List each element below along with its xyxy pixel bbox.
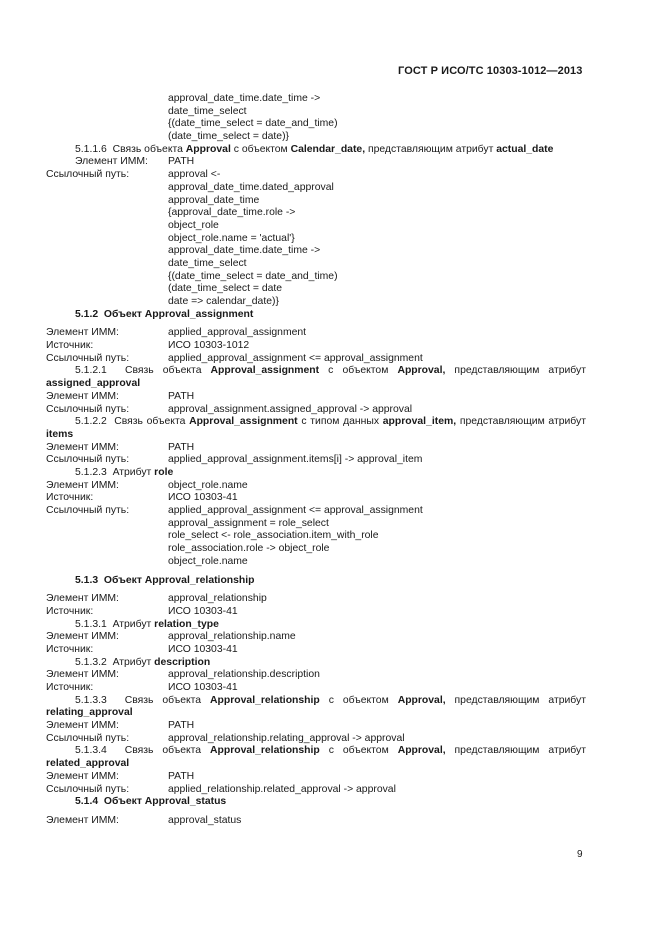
section-5-1-2-3-title: 5.1.2.3 Атрибут role — [75, 467, 174, 478]
imm-row: Элемент ИММ: applied_approval_assignment — [46, 327, 307, 339]
ref-line: date_time_select — [168, 257, 247, 269]
section-5-1-2-2-title: 5.1.2.2 Связь объекта Approval_assignment с типом данных approval_item, представляющим атрибут items — [46, 416, 586, 440]
ref-line: (date_time_select = date)} — [168, 131, 290, 143]
ref-row: Ссылочный путь: applied_approval_assignment <= approval_assignment — [46, 505, 423, 517]
source-row: Источник: ИСО 10303-41 — [46, 605, 238, 617]
ref-line: {(date_time_select = date_and_time) — [168, 270, 338, 282]
imm-row: Элемент ИММ: PATH — [46, 770, 195, 782]
ref-line: object_role — [168, 219, 219, 231]
imm-row: Элемент ИММ: approval_relationship.name — [46, 631, 296, 643]
standard-header: ГОСТ Р ИСО/ТС 10303-1012—2013 — [398, 65, 583, 77]
ref-row: Ссылочный путь: applied_approval_assignment <= approval_assignment — [46, 352, 423, 364]
section-5-1-3-1-title: 5.1.3.1 Атрибут relation_type — [75, 618, 219, 630]
section-5-1-3-2-title: 5.1.3.2 Атрибут description — [75, 656, 211, 668]
ref-line: approval_date_time.date_time -> — [168, 93, 321, 104]
ref-row: Ссылочный путь: approval <- — [46, 169, 221, 181]
section-5-1-2-heading: 5.1.2 Объект Approval_assignment — [75, 308, 254, 320]
source-row: Источник: ИСО 10303-41 — [46, 492, 238, 504]
imm-row: Элемент ИММ: approval_relationship — [46, 593, 267, 605]
imm-row: Элемент ИММ: approval_status — [46, 814, 242, 826]
section-5-1-3-4-title: 5.1.3.4 Связь объекта Approval_relationship с объектом Approval, представляющим атрибут related_approval — [46, 745, 586, 770]
section-5-1-3-heading: 5.1.3 Объект Approval_relationship — [75, 574, 255, 586]
imm-row: Элемент ИММ: object_role.name — [46, 479, 248, 491]
section-5-1-2-1-title: 5.1.2.1 Связь объекта Approval_assignment с объектом Approval, представляющим атрибут assigned_approval — [46, 365, 586, 390]
page-content — [46, 93, 586, 828]
ref-line: date => calendar_date)} — [168, 296, 279, 307]
ref-line: role_select <- role_association.item_with_role — [168, 530, 379, 542]
ref-line: object_role.name = 'actual'} — [168, 232, 295, 244]
section-5-1-1-6-title: 5.1.1.6 Связь объекта Approval с объектом Calendar_date, представляющим атрибут actual_date — [75, 143, 554, 155]
imm-row: Элемент ИММ: approval_relationship.description — [46, 669, 320, 681]
ref-line: role_association.role -> object_role — [168, 543, 330, 555]
ref-line: {approval_date_time.role -> — [168, 207, 296, 219]
ref-line: approval_date_time.date_time -> — [168, 245, 321, 257]
ref-row: Ссылочный путь: approval_assignment.assigned_approval -> approval — [46, 403, 413, 415]
imm-row: Элемент ИММ: PATH — [46, 720, 195, 732]
ref-line: date_time_select — [168, 105, 247, 117]
imm-row: Элемент ИММ: PATH — [75, 156, 195, 168]
ref-line: {(date_time_select = date_and_time) — [168, 118, 338, 130]
ref-row: Ссылочный путь: applied_relationship.related_approval -> approval — [46, 783, 396, 795]
imm-row: Элемент ИММ: PATH — [46, 441, 195, 453]
ref-line: (date_time_select = date — [168, 283, 283, 295]
section-5-1-3-3-title: 5.1.3.3 Связь объекта Approval_relationship с объектом Approval, представляющим атрибут relating_approval — [46, 694, 586, 719]
source-row: Источник: ИСО 10303-41 — [46, 682, 238, 693]
source-row: Источник: ИСО 10303-1012 — [46, 340, 250, 352]
ref-line: approval_date_time — [168, 194, 260, 206]
section-5-1-4-heading: 5.1.4 Объект Approval_status — [75, 796, 227, 808]
ref-row: Ссылочный путь: approval_relationship.relating_approval -> approval — [46, 732, 405, 744]
source-row: Источник: ИСО 10303-41 — [46, 643, 238, 655]
ref-line: approval_assignment = role_select — [168, 517, 329, 529]
ref-line: approval_date_time.dated_approval — [168, 181, 334, 193]
page-number: 9 — [577, 849, 583, 860]
imm-row: Элемент ИММ: PATH — [46, 390, 195, 402]
ref-row: Ссылочный путь: applied_approval_assignment.items[i] -> approval_item — [46, 454, 423, 466]
ref-line: object_role.name — [168, 555, 248, 567]
